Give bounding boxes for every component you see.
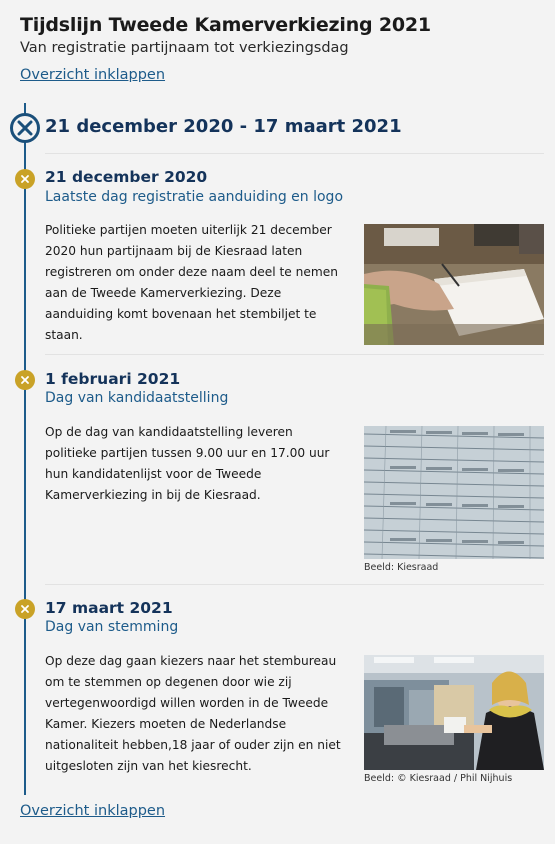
collapse-overview-link-top[interactable]: Overzicht inklappen: [20, 67, 166, 83]
item-date: 21 december 2020: [45, 168, 208, 186]
item-subtitle: Dag van stemming: [45, 619, 179, 635]
page-title: Tijdslijn Tweede Kamerverkiezing 2021: [20, 14, 431, 36]
close-icon: [17, 120, 33, 136]
close-small-icon: [21, 605, 29, 613]
period-toggle-button[interactable]: [10, 113, 40, 143]
item-subtitle: Laatste dag registratie aanduiding en logo: [45, 189, 344, 205]
divider: [45, 354, 544, 355]
item-subtitle: Dag van kandidaatstelling: [45, 390, 229, 406]
photo-signing-registration: [364, 224, 544, 345]
item-toggle-button[interactable]: [15, 169, 35, 189]
page-subtitle: Van registratie partijnaam tot verkiezingsdag: [20, 40, 349, 56]
item-toggle-button[interactable]: [15, 599, 35, 619]
divider: [45, 153, 544, 154]
item-text: Op deze dag gaan kiezers naar het stembureau om te stemmen op degenen door wie zij vertegenwoordigd willen worden in de Tweede Kamer. Kiezers moeten de Nederlandse nationaliteit hebben,18 jaar of ouder zijn en niet uitgesloten zijn van het kiesrecht.: [45, 654, 341, 773]
close-small-icon: [21, 376, 29, 384]
item-date: 17 maart 2021: [45, 599, 173, 617]
photo-caption: Beeld: © Kiesraad / Phil Nijhuis: [364, 773, 513, 784]
photo-caption: Beeld: Kiesraad: [364, 562, 439, 573]
close-small-icon: [21, 175, 29, 183]
photo-voting: [364, 655, 544, 770]
item-text: Politieke partijen moeten uiterlijk 21 december 2020 hun partijnaam bij de Kiesraad laten registreren om onder deze naam deel te nemen aan de Tweede Kamerverkiezing. Deze aanduiding komt bovenaan het stembiljet te staan.: [45, 223, 338, 342]
collapse-overview-link-bottom[interactable]: Overzicht inklappen: [20, 803, 166, 819]
timeline-line: [24, 103, 26, 795]
photo-candidate-list: [364, 426, 544, 559]
item-date: 1 februari 2021: [45, 370, 181, 388]
divider: [45, 584, 544, 585]
item-toggle-button[interactable]: [15, 370, 35, 390]
period-title: 21 december 2020 - 17 maart 2021: [45, 116, 402, 137]
item-text: Op de dag van kandidaatstelling leveren politieke partijen tussen 9.00 uur en 17.00 uur hun kandidatenlijst voor de Tweede Kamerverkiezing in bij de Kiesraad.: [45, 425, 330, 502]
